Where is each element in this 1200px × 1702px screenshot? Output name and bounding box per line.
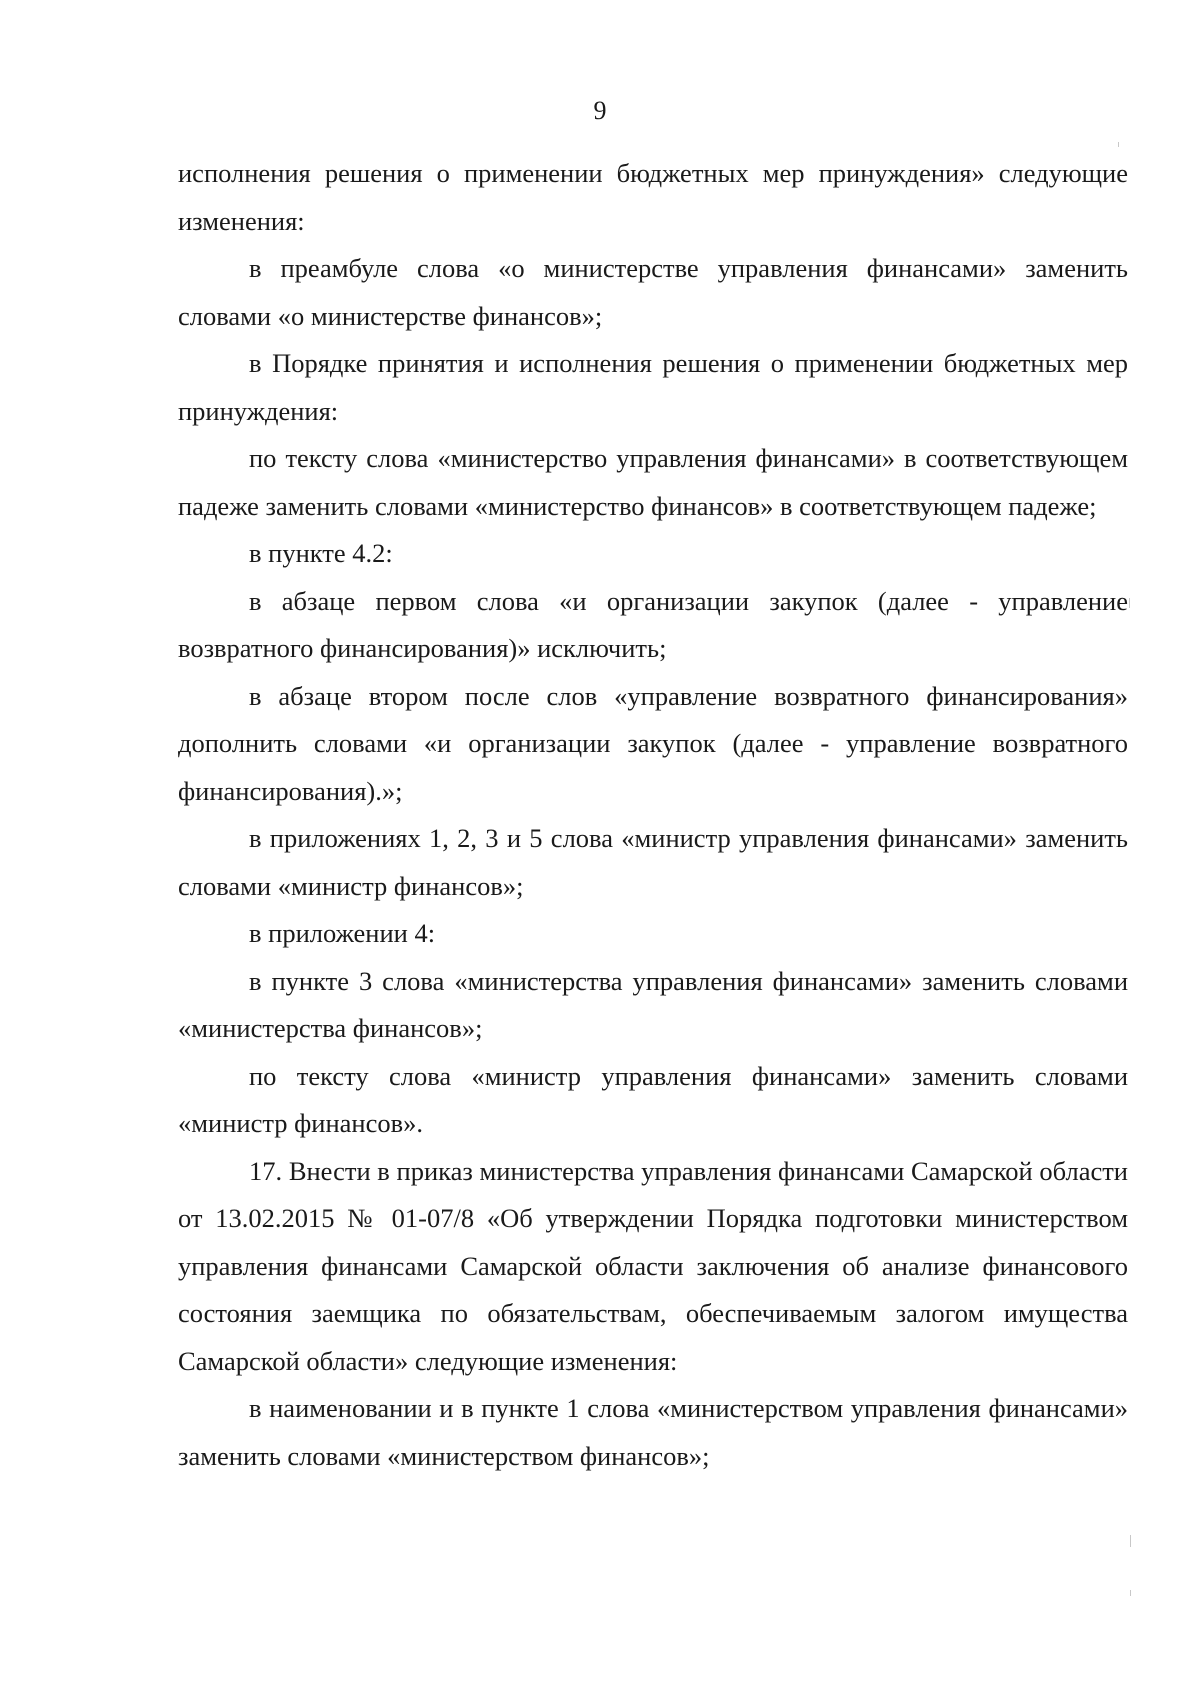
paragraph-7: в абзаце втором после слов «управление возвратного финансирования» дополнить словами «и организации закупок (далее - управление возвратного финансирования).»; (178, 680, 1128, 806)
paragraph-12: 17. Внести в приказ министерства управления финансами Самарской области от 13.02.2015 № 01-07/8 «Об утверждении Порядка подготовки министерством управления финансами Самарской области заключения об анализе финансового состояния заемщика по обязательствам, обеспечиваемым залогом имущества Самарской области» следующие изменения: (178, 1155, 1128, 1376)
paragraph-2: в преамбуле слова «о министерстве управления финансами» заменить словами «о министерстве финансов»; (178, 253, 1128, 331)
paragraph-4: по тексту слова «министерство управления финансами» в соответствующем падеже заменить словами «министерство финансов» в соответствующем падеже; (178, 443, 1128, 521)
paragraph-3: в Порядке принятия и исполнения решения о применении бюджетных мер принуждения: (178, 348, 1128, 426)
paragraph-10: в пункте 3 слова «министерства управления финансами» заменить словами «министерства финансов»; (178, 965, 1128, 1043)
paragraph-6: в абзаце первом слова «и организации закупок (далее - управление возвратного финансирования)» исключить; (178, 585, 1128, 663)
document-body (178, 150, 1128, 1480)
scan-artifact (1129, 598, 1130, 608)
scan-artifact (1130, 1535, 1131, 1547)
page-number: 9 (593, 96, 607, 125)
scan-artifact (1130, 1590, 1131, 1596)
paragraph-9: в приложении 4: (249, 918, 436, 948)
paragraph-11: по тексту слова «министр управления финансами» заменить словами «министр финансов». (178, 1060, 1128, 1138)
paragraph-1: исполнения решения о применении бюджетных мер принуждения» следующие изменения: (178, 158, 1128, 236)
paragraph-13: в наименовании и в пункте 1 слова «министерством управления финансами» заменить словами «министерством финансов»; (178, 1393, 1128, 1471)
paragraph-5: в пункте 4.2: (249, 538, 393, 568)
scan-artifact (1118, 142, 1119, 147)
paragraph-8: в приложениях 1, 2, 3 и 5 слова «министр управления финансами» заменить словами «министр финансов»; (178, 823, 1128, 901)
